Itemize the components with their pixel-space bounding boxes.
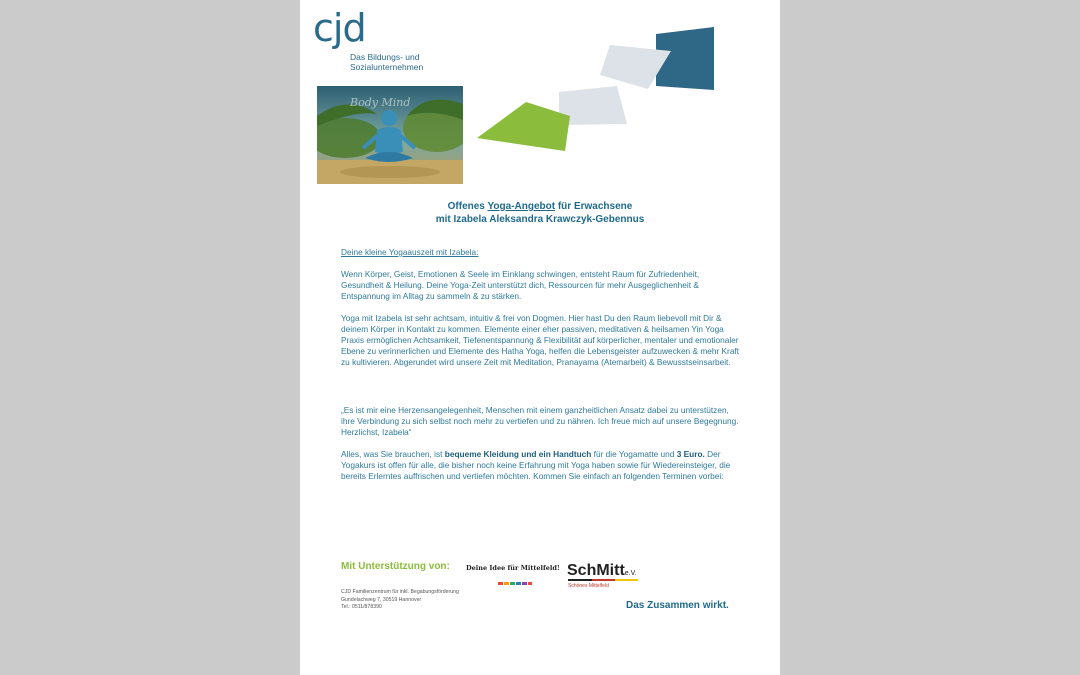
cjd-logo-subtitle: Das Bildungs- und Sozialunternehmen [350, 52, 424, 72]
idee-logo: Deine Idee für Mittelfeld! [466, 564, 560, 572]
title-line-2: mit Izabela Aleksandra Krawczyk-Gebennus [435, 214, 645, 225]
paragraph-quote: „Es ist mir eine Herzensangelegenheit, Menschen mit einem ganzheitlichen Ansatz dabei zu unterstützen, ihre Verbindung zu sich selbst noch mehr zu vertiefen und zu nähren. Ich freue mich auf unsere Begegnung. Herzlichst, Izabela“ [341, 405, 739, 437]
schmitt-logo: SchMitte.V. [567, 562, 637, 579]
schmitt-logo-subtitle: Schönes Mittelfeld [568, 583, 609, 589]
subheading: Deine kleine Yogaauszeit mit Izabela: [341, 247, 479, 257]
slogan: Das Zusammen wirkt. [626, 600, 729, 611]
title-line-1: Offenes Yoga-Angebot für Erwachsene [447, 201, 633, 212]
paragraph-intro: Wenn Körper, Geist, Emotionen & Seele im Einklang schwingen, entsteht Raum für Zufriedenheit, Gesundheit & Heilung. Deine Yoga-Zeit unterstützt dich, Ressourcen für mehr Ausgeglichenheit & Entspannung im Alltag zu sammeln & zu stärken. [341, 269, 700, 301]
address-block: CJD Familienzentrum für inkl. Begabungsförderung Gundelachweg 7, 30519 Hannover Tel.: 0511/878390 [341, 589, 459, 610]
yoga-angebot-link[interactable]: Yoga-Angebot [487, 201, 556, 212]
shape-green [477, 102, 570, 151]
paragraph-yoga-description: Yoga mit Izabela ist sehr achtsam, intuitiv & frei von Dogmen. Hier hast Du den Raum liebevoll mit Dir & deinem Körper in Kontakt zu kommen. Elemente einer eher passiven, meditativen & heilsamen Yin Yoga Praxis ermöglichen Achtsamkeit, Tiefenentspannung & Flexibilität auf körperlicher, mentaler und emotionaler Ebene zu verinnerlichen und Elemente des Hatha Yoga, helfen die Lebensgeister aufzuwecken & mehr Kraft zu kultivieren. Abgerundet wird unsere Zeit mit Meditation, Pranayama (Atemarbeit) & Bewusstseinsarbeit. [341, 313, 740, 367]
document-page [300, 0, 780, 675]
paragraph-requirements: Alles, was Sie brauchen, ist bequeme Kleidung und ein Handtuch für die Yogamatte und 3 Euro. Der Yogakurs ist offen für alle, die bisher noch keine Erfahrung mit Yoga haben sowie für Wiedereinsteiger, die bereits Erlerntes auffrischen und vertiefen möchten. Kommen Sie einfach an folgenden Terminen vorbei: [341, 449, 731, 481]
cjd-logo: cjd [313, 6, 366, 50]
schmitt-logo-stripe [568, 579, 638, 581]
decorative-shapes [470, 20, 720, 160]
idee-logo-color-bar [498, 582, 532, 585]
support-label: Mit Unterstützung von: [341, 561, 450, 572]
document-title [300, 200, 780, 226]
yoga-photo-caption: Body Mind [350, 96, 411, 109]
